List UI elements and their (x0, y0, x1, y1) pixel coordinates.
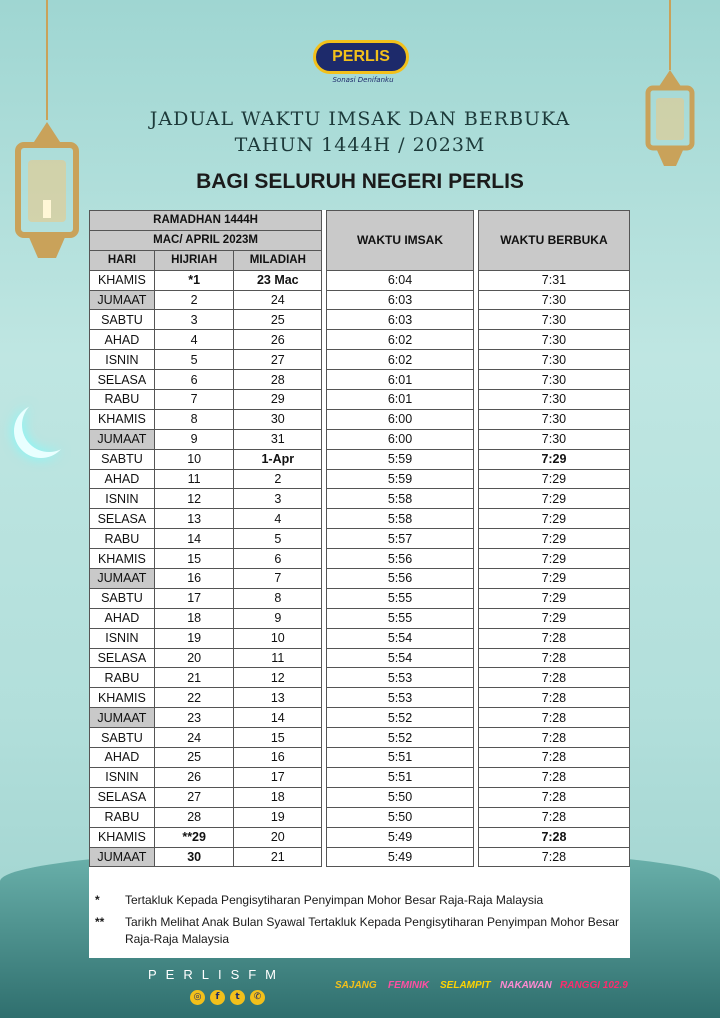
miladiah-cell: 2 (234, 469, 322, 489)
imsak-cell: 5:58 (327, 509, 474, 529)
hijriah-cell: 17 (154, 588, 234, 608)
miladiah-cell: 13 (234, 688, 322, 708)
hijriah-cell: 30 (154, 847, 234, 867)
page-title-line2: TAHUN 1444H / 2023M (234, 134, 486, 156)
imsak-cell: 5:55 (327, 588, 474, 608)
table-row (90, 549, 630, 569)
imsak-cell: 5:50 (327, 787, 474, 807)
berbuka-cell: 7:29 (478, 588, 629, 608)
miladiah-cell: 3 (234, 489, 322, 509)
miladiah-cell: 16 (234, 748, 322, 768)
imsak-cell: 5:55 (327, 608, 474, 628)
imsak-cell: 6:02 (327, 350, 474, 370)
table-row (90, 370, 630, 390)
hari-cell: AHAD (90, 608, 155, 628)
table-row (90, 728, 630, 748)
group-header-month: MAC/ APRIL 2023M (90, 230, 322, 250)
imsak-cell: 5:54 (327, 628, 474, 648)
miladiah-cell: 11 (234, 648, 322, 668)
berbuka-cell: 7:30 (478, 370, 629, 390)
hari-cell: RABU (90, 529, 155, 549)
hari-cell: KHAMIS (90, 827, 155, 847)
miladiah-cell: 12 (234, 668, 322, 688)
imsak-cell: 5:58 (327, 489, 474, 509)
hari-cell: SABTU (90, 728, 155, 748)
miladiah-cell: 19 (234, 807, 322, 827)
hari-cell: SABTU (90, 588, 155, 608)
hari-cell: JUMAAT (90, 708, 155, 728)
miladiah-cell: 25 (234, 310, 322, 330)
hijriah-cell: 28 (154, 807, 234, 827)
hari-cell: JUMAAT (90, 290, 155, 310)
berbuka-cell: 7:28 (478, 668, 629, 688)
hari-cell: RABU (90, 807, 155, 827)
berbuka-cell: 7:29 (478, 549, 629, 569)
berbuka-cell: 7:29 (478, 449, 629, 469)
imsak-cell: 5:51 (327, 748, 474, 768)
header-miladiah: MILADIAH (234, 250, 322, 270)
hari-cell: KHAMIS (90, 688, 155, 708)
hari-cell: AHAD (90, 469, 155, 489)
miladiah-cell: 18 (234, 787, 322, 807)
hijriah-cell: **29 (154, 827, 234, 847)
imsak-cell: 6:00 (327, 429, 474, 449)
berbuka-cell: 7:29 (478, 509, 629, 529)
table-row (90, 648, 630, 668)
hijriah-cell: 16 (154, 569, 234, 589)
perlis-fm-logo: PERLIS (313, 40, 409, 74)
twitter-icon[interactable]: t (230, 990, 245, 1005)
table-row (90, 290, 630, 310)
table-row (90, 748, 630, 768)
hari-cell: JUMAAT (90, 429, 155, 449)
hari-cell: SELASA (90, 787, 155, 807)
hijriah-cell: 13 (154, 509, 234, 529)
facebook-icon[interactable]: f (210, 990, 225, 1005)
table-row (90, 688, 630, 708)
imsak-cell: 6:02 (327, 330, 474, 350)
table-row (90, 827, 630, 847)
imsak-cell: 6:01 (327, 390, 474, 410)
hijriah-cell: 14 (154, 529, 234, 549)
berbuka-cell: 7:29 (478, 569, 629, 589)
table-row (90, 310, 630, 330)
miladiah-cell: 5 (234, 529, 322, 549)
table-row (90, 628, 630, 648)
miladiah-cell: 1-Apr (234, 449, 322, 469)
table-row (90, 409, 630, 429)
miladiah-cell: 7 (234, 569, 322, 589)
miladiah-cell: 15 (234, 728, 322, 748)
miladiah-cell: 28 (234, 370, 322, 390)
hari-cell: SELASA (90, 648, 155, 668)
table-row (90, 569, 630, 589)
imsak-cell: 6:00 (327, 409, 474, 429)
berbuka-cell: 7:31 (478, 270, 629, 290)
imsak-cell: 5:56 (327, 549, 474, 569)
miladiah-cell: 6 (234, 549, 322, 569)
imsak-cell: 6:03 (327, 290, 474, 310)
table-row (90, 390, 630, 410)
hijriah-cell: 3 (154, 310, 234, 330)
group-header-ramadhan: RAMADHAN 1444H (90, 211, 322, 231)
hari-cell: KHAMIS (90, 409, 155, 429)
berbuka-cell: 7:30 (478, 390, 629, 410)
show-logo-2: FEMINIK (388, 980, 430, 991)
berbuka-cell: 7:30 (478, 290, 629, 310)
hijriah-cell: 19 (154, 628, 234, 648)
berbuka-cell: 7:30 (478, 429, 629, 449)
table-row (90, 429, 630, 449)
table-row (90, 449, 630, 469)
hari-cell: AHAD (90, 748, 155, 768)
page-title-line1: JADUAL WAKTU IMSAK DAN BERBUKA (149, 108, 571, 130)
imsak-cell: 5:54 (327, 648, 474, 668)
hijriah-cell: 12 (154, 489, 234, 509)
footnotes: * Tertakluk Kepada Pengisytiharan Penyimpan Mohor Besar Raja-Raja Malaysia ** Tarikh Melihat Anak Bulan Syawal Tertakluk Kepada Pengisytiharan Penyimpan Mohor Besar Raja-Raja Malaysia (89, 882, 630, 958)
hijriah-cell: 2 (154, 290, 234, 310)
schedule-card (89, 210, 630, 882)
hijriah-cell: 22 (154, 688, 234, 708)
imsak-cell: 5:51 (327, 767, 474, 787)
hijriah-cell: 7 (154, 390, 234, 410)
berbuka-cell: 7:28 (478, 787, 629, 807)
imsak-cell: 5:53 (327, 688, 474, 708)
miladiah-cell: 31 (234, 429, 322, 449)
schedule-table (89, 210, 630, 867)
hari-cell: RABU (90, 390, 155, 410)
berbuka-cell: 7:30 (478, 350, 629, 370)
hari-cell: ISNIN (90, 350, 155, 370)
imsak-cell: 5:52 (327, 728, 474, 748)
imsak-cell: 6:03 (327, 310, 474, 330)
hari-cell: SELASA (90, 370, 155, 390)
imsak-cell: 5:59 (327, 469, 474, 489)
hijriah-cell: 8 (154, 409, 234, 429)
miladiah-cell: 9 (234, 608, 322, 628)
table-row (90, 270, 630, 290)
berbuka-cell: 7:28 (478, 688, 629, 708)
show-logo-4: NAKAWAN (500, 980, 552, 991)
logo-tagline: Sonasi Denifanku (332, 76, 394, 84)
hijriah-cell: 21 (154, 668, 234, 688)
hijriah-cell: 9 (154, 429, 234, 449)
berbuka-cell: 7:28 (478, 748, 629, 768)
hijriah-cell: 20 (154, 648, 234, 668)
hari-cell: SELASA (90, 509, 155, 529)
hijriah-cell: 23 (154, 708, 234, 728)
hijriah-cell: 4 (154, 330, 234, 350)
miladiah-cell: 10 (234, 628, 322, 648)
imsak-cell: 5:49 (327, 827, 474, 847)
hijriah-cell: 25 (154, 748, 234, 768)
hari-cell: SABTU (90, 310, 155, 330)
header-waktu-berbuka: WAKTU BERBUKA (478, 211, 629, 271)
berbuka-cell: 7:28 (478, 728, 629, 748)
miladiah-cell: 26 (234, 330, 322, 350)
berbuka-cell: 7:28 (478, 827, 629, 847)
show-logo-5: RANGGI 102.9 (560, 980, 628, 991)
miladiah-cell: 17 (234, 767, 322, 787)
imsak-cell: 5:57 (327, 529, 474, 549)
imsak-cell: 5:52 (327, 708, 474, 728)
imsak-cell: 5:50 (327, 807, 474, 827)
hijriah-cell: 6 (154, 370, 234, 390)
hari-cell: SABTU (90, 449, 155, 469)
berbuka-cell: 7:28 (478, 807, 629, 827)
miladiah-cell: 21 (234, 847, 322, 867)
table-row (90, 588, 630, 608)
table-row (90, 807, 630, 827)
miladiah-cell: 20 (234, 827, 322, 847)
berbuka-cell: 7:28 (478, 648, 629, 668)
imsak-cell: 5:59 (327, 449, 474, 469)
hijriah-cell: 18 (154, 608, 234, 628)
hari-cell: JUMAAT (90, 569, 155, 589)
header-hijriah: HIJRIAH (154, 250, 234, 270)
miladiah-cell: 23 Mac (234, 270, 322, 290)
table-row (90, 469, 630, 489)
miladiah-cell: 24 (234, 290, 322, 310)
berbuka-cell: 7:28 (478, 767, 629, 787)
berbuka-cell: 7:28 (478, 628, 629, 648)
berbuka-cell: 7:29 (478, 608, 629, 628)
miladiah-cell: 8 (234, 588, 322, 608)
table-row (90, 489, 630, 509)
berbuka-cell: 7:29 (478, 529, 629, 549)
hari-cell: RABU (90, 668, 155, 688)
berbuka-cell: 7:30 (478, 310, 629, 330)
imsak-cell: 6:04 (327, 270, 474, 290)
hari-cell: KHAMIS (90, 549, 155, 569)
footer-brand-name: PERLISFM (148, 967, 286, 982)
table-row (90, 608, 630, 628)
header-hari: HARI (90, 250, 155, 270)
miladiah-cell: 4 (234, 509, 322, 529)
hari-cell: JUMAAT (90, 847, 155, 867)
miladiah-cell: 29 (234, 390, 322, 410)
hijriah-cell: 5 (154, 350, 234, 370)
hari-cell: AHAD (90, 330, 155, 350)
berbuka-cell: 7:30 (478, 330, 629, 350)
hari-cell: KHAMIS (90, 270, 155, 290)
miladiah-cell: 27 (234, 350, 322, 370)
miladiah-cell: 14 (234, 708, 322, 728)
hijriah-cell: 24 (154, 728, 234, 748)
instagram-icon[interactable]: ◎ (190, 990, 205, 1005)
show-logo-1: SAJANG (335, 980, 377, 991)
table-row (90, 668, 630, 688)
table-row (90, 767, 630, 787)
table-row (90, 330, 630, 350)
hijriah-cell: *1 (154, 270, 234, 290)
hari-cell: ISNIN (90, 489, 155, 509)
berbuka-cell: 7:28 (478, 708, 629, 728)
imsak-cell: 5:56 (327, 569, 474, 589)
berbuka-cell: 7:30 (478, 409, 629, 429)
imsak-cell: 5:49 (327, 847, 474, 867)
table-row (90, 847, 630, 867)
crescent-moon-icon (22, 398, 76, 452)
berbuka-cell: 7:29 (478, 489, 629, 509)
header-waktu-imsak: WAKTU IMSAK (327, 211, 474, 271)
table-row (90, 787, 630, 807)
table-row (90, 350, 630, 370)
imsak-cell: 5:53 (327, 668, 474, 688)
whatsapp-icon[interactable]: ✆ (250, 990, 265, 1005)
berbuka-cell: 7:28 (478, 847, 629, 867)
hijriah-cell: 27 (154, 787, 234, 807)
show-logo-3: SELAMPIT (440, 980, 491, 991)
table-row (90, 509, 630, 529)
miladiah-cell: 30 (234, 409, 322, 429)
hijriah-cell: 15 (154, 549, 234, 569)
berbuka-cell: 7:29 (478, 469, 629, 489)
table-row (90, 708, 630, 728)
hijriah-cell: 10 (154, 449, 234, 469)
hijriah-cell: 26 (154, 767, 234, 787)
table-row (90, 529, 630, 549)
imsak-cell: 6:01 (327, 370, 474, 390)
hijriah-cell: 11 (154, 469, 234, 489)
hari-cell: ISNIN (90, 767, 155, 787)
page-subtitle: BAGI SELURUH NEGERI PERLIS (196, 170, 524, 193)
hari-cell: ISNIN (90, 628, 155, 648)
